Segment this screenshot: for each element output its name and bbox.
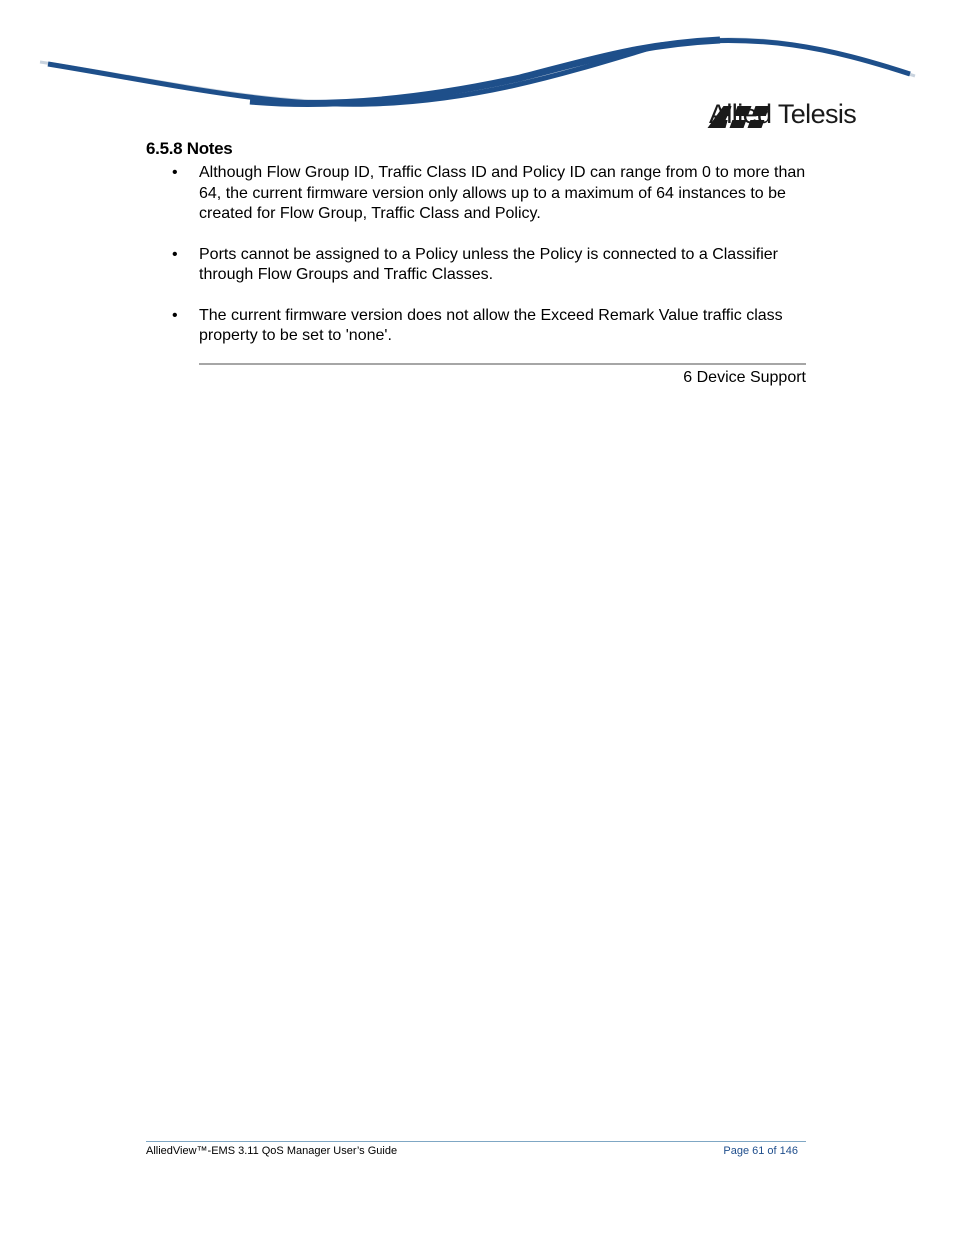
logo-wordmark: Allied Telesis — [709, 99, 857, 129]
footer-guide-title: AlliedView™-EMS 3.11 QoS Manager User’s Guide — [146, 1145, 398, 1157]
bullet-icon: • — [172, 306, 178, 324]
notes-list — [170, 163, 810, 367]
note-text: Although Flow Group ID, Traffic Class ID and Policy ID can range from 0 to more than 64, the current firmware version only allows up to a maximum of 64 instances to be created for Flow Group, Traffic Class and Policy. — [199, 164, 806, 222]
bullet-icon: • — [172, 164, 178, 181]
bullet-icon: • — [172, 245, 178, 263]
chapter-label: 6 Device Support — [683, 369, 806, 386]
list-item — [170, 245, 810, 286]
note-text: Ports cannot be assigned to a Policy unless the Policy is connected to a Classifier through Flow Groups and Traffic Classes. — [199, 245, 778, 283]
note-text: The current firmware version does not allow the Exceed Remark Value traffic class property to be set to 'none'. — [199, 306, 783, 344]
list-item — [170, 306, 810, 347]
footer-page-number: Page 61 of 146 — [723, 1145, 798, 1157]
section-divider — [199, 363, 806, 365]
section-heading: 6.5.8 Notes — [146, 139, 233, 158]
list-item — [170, 163, 810, 225]
footer-divider — [146, 1141, 806, 1142]
